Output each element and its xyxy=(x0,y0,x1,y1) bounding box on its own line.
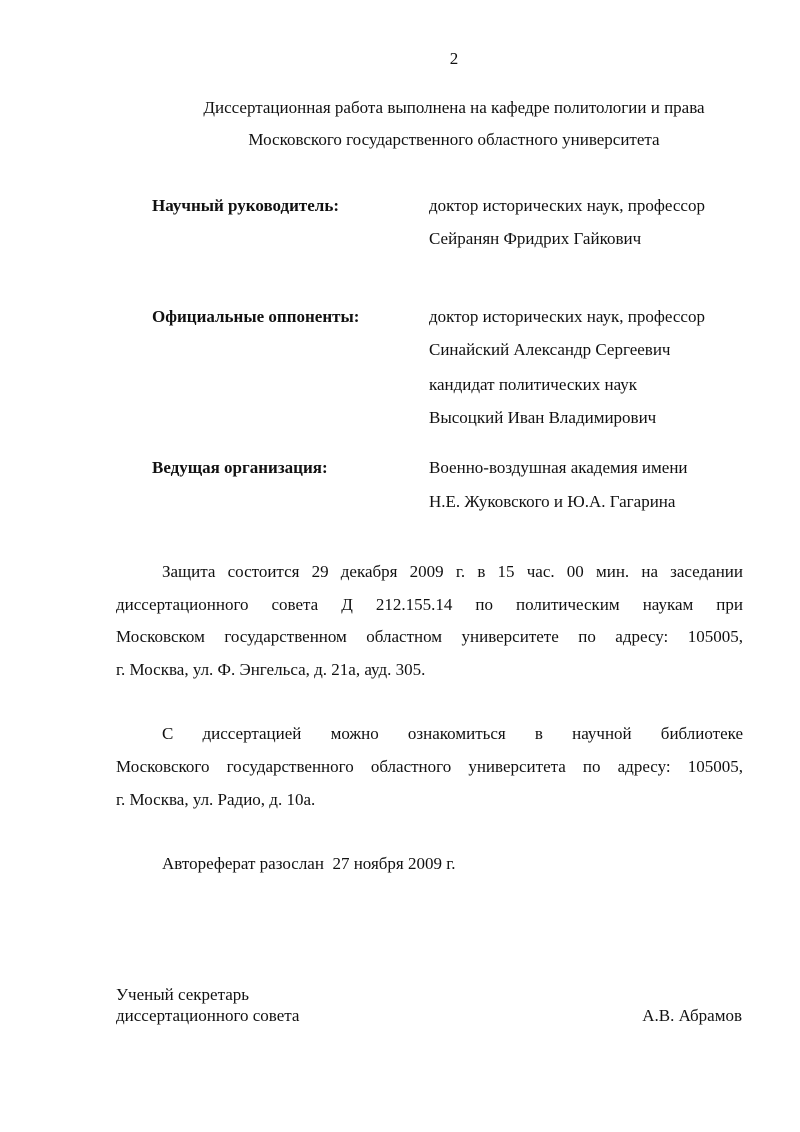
defense-line-3: Московском государственном областном университете по адресу: 105005, xyxy=(116,627,743,646)
lead-organization-line-2: Н.Е. Жуковского и Ю.А. Гагарина xyxy=(429,492,676,511)
opponents-label: Официальные оппоненты: xyxy=(152,307,360,326)
intro-line-2: Московского государственного областного университета xyxy=(248,130,660,149)
page-number: 2 xyxy=(449,49,459,68)
abstract-sent-line: Автореферат разослан 27 ноября 2009 г. xyxy=(162,854,456,873)
secretary-title-line-2: диссертационного совета xyxy=(116,1006,300,1025)
defense-line-2: диссертационного совета Д 212.155.14 по политическим наукам при xyxy=(116,595,743,614)
supervisor-name: Сейранян Фридрих Гайкович xyxy=(429,229,642,248)
supervisor-degree: доктор исторических наук, профессор xyxy=(429,196,705,215)
defense-line-1: Защита состоится 29 декабря 2009 г. в 15 час. 00 мин. на заседании xyxy=(162,562,743,581)
opponent-2-degree: кандидат политических наук xyxy=(429,375,638,394)
defense-line-4: г. Москва, ул. Ф. Энгельса, д. 21а, ауд. 305. xyxy=(116,660,426,679)
opponent-1-name: Синайский Александр Сергеевич xyxy=(429,340,671,359)
lead-organization-label: Ведущая организация: xyxy=(152,458,328,477)
library-line-1: С диссертацией можно ознакомиться в научной библиотеке xyxy=(162,724,743,743)
secretary-name: А.В. Абрамов xyxy=(642,1006,742,1025)
opponent-1-degree: доктор исторических наук, профессор xyxy=(429,307,705,326)
intro-line-1: Диссертационная работа выполнена на кафедре политологии и права xyxy=(203,98,705,117)
secretary-title-line-1: Ученый секретарь xyxy=(116,985,250,1004)
lead-organization-line-1: Военно-воздушная академия имени xyxy=(429,458,688,477)
opponent-2-name: Высоцкий Иван Владимирович xyxy=(429,408,657,427)
supervisor-label: Научный руководитель: xyxy=(152,196,339,215)
library-line-2: Московского государственного областного университета по адресу: 105005, xyxy=(116,757,743,776)
library-line-3: г. Москва, ул. Радио, д. 10а. xyxy=(116,790,316,809)
